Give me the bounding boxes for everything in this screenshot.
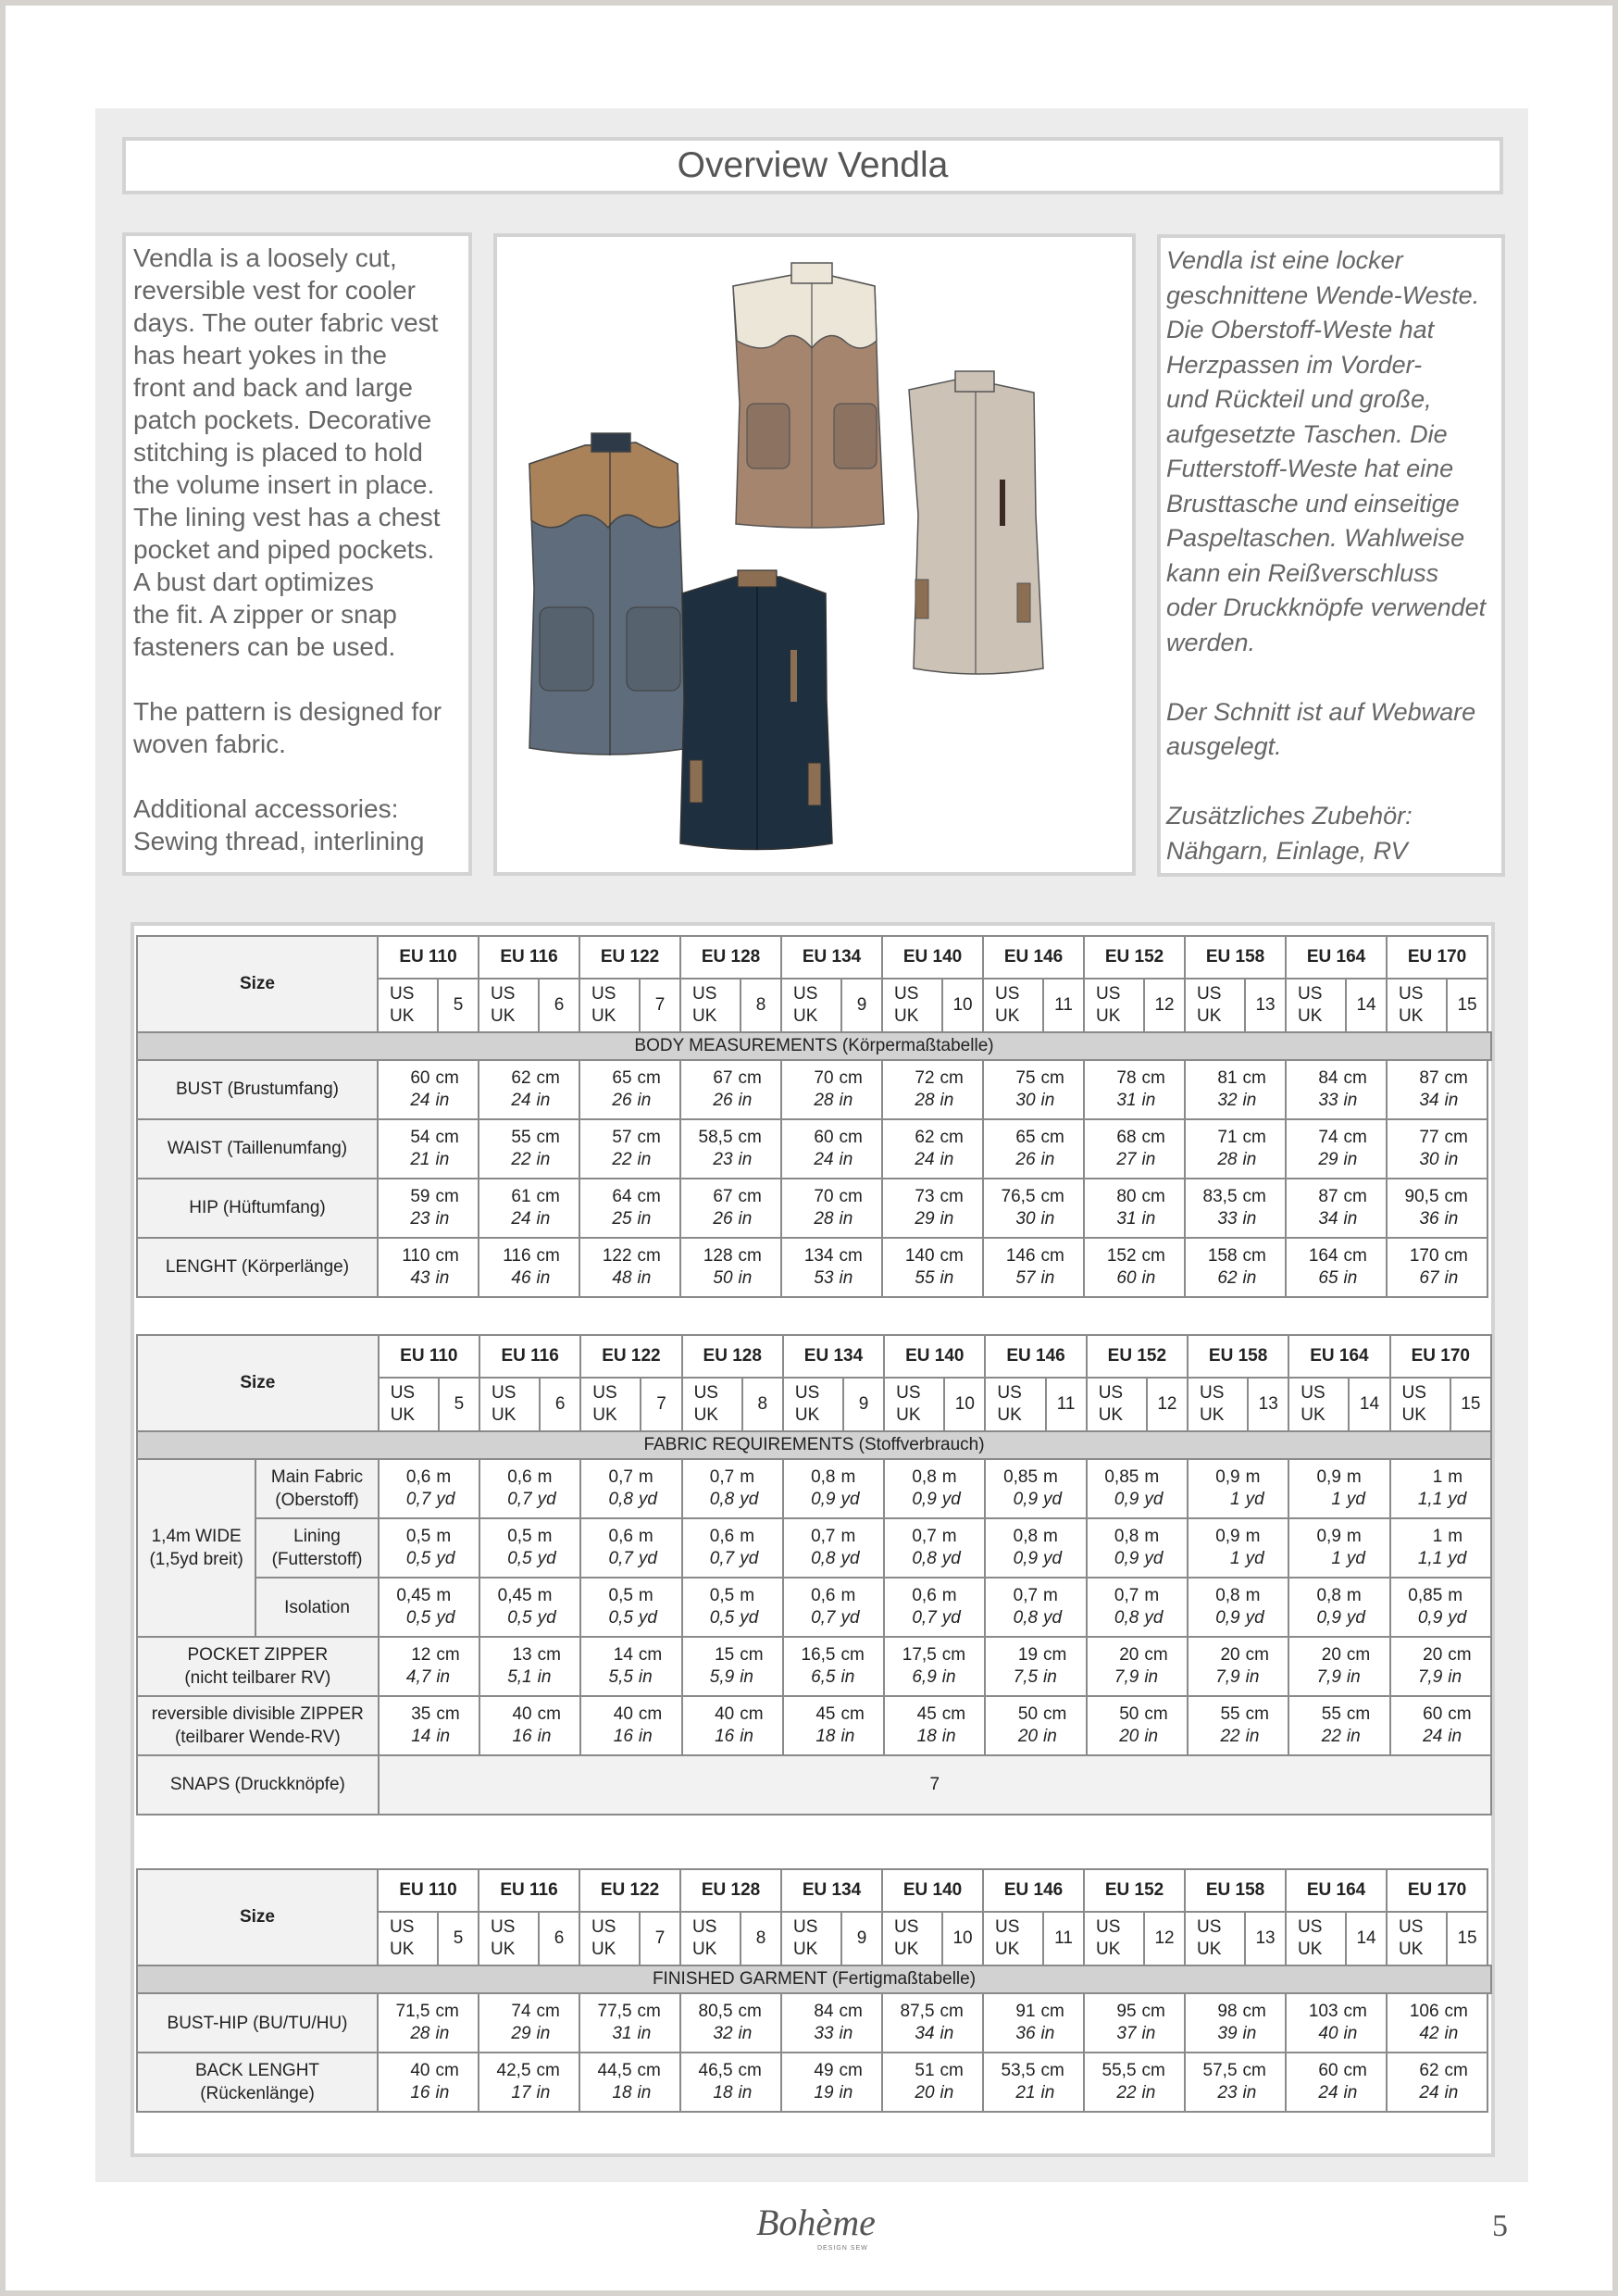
measurement-cell: 0,9 m 1 yd — [1188, 1459, 1288, 1518]
us-uk-label: US UK — [682, 1378, 742, 1431]
us-size: 14 — [1349, 1378, 1389, 1431]
section-header: BODY MEASUREMENTS (Körpermaßtabelle) — [137, 1032, 1491, 1060]
measurement-cell: 140 cm 55 in — [882, 1238, 983, 1297]
eu-size: EU 152 — [1087, 1335, 1188, 1378]
measurement-cell: 55,5 cm 22 in — [1084, 2053, 1185, 2112]
eu-size: EU 122 — [579, 936, 680, 979]
measurement-cell: 0,6 m 0,7 yd — [682, 1518, 783, 1578]
measurement-cell: 62 cm 24 in — [882, 1119, 983, 1179]
row-label: BUST (Brustumfang) — [137, 1060, 378, 1119]
us-uk-label: US UK — [1087, 1378, 1147, 1431]
zipper-label: reversible divisible ZIPPER (teilbarer Wende-RV) — [137, 1696, 379, 1755]
measurement-cell: 61 cm 24 in — [479, 1179, 579, 1238]
us-uk-label: US UK — [680, 979, 741, 1032]
measurement-cell: 134 cm 53 in — [781, 1238, 882, 1297]
measurement-cell: 0,9 m 1 yd — [1188, 1518, 1288, 1578]
measurement-cell: 62 cm 24 in — [479, 1060, 579, 1119]
measurement-cell: 60 cm 24 in — [378, 1060, 479, 1119]
us-uk-label: US UK — [479, 979, 539, 1032]
row-label: BUST-HIP (BU/TU/HU) — [137, 1993, 378, 2053]
eu-size: EU 116 — [479, 1869, 579, 1912]
measurement-cell: 70 cm 28 in — [781, 1060, 882, 1119]
measurement-cell: 50 cm 20 in — [1087, 1696, 1188, 1755]
measurement-cell: 53,5 cm 21 in — [983, 2053, 1084, 2112]
row-label: BACK LENGHT (Rückenlänge) — [137, 2053, 378, 2112]
description-english: Vendla is a loosely cut, reversible vest for cooler days. The outer fabric vest has heart yokes in the front and back and large patch pockets. Decorative stitching is placed to hold the volume insert in place. The lining vest has a chest pocket and piped pockets. A bust dart optimizes the fit. A zipper or snap fasteners can be used. The pattern is designed for woven fabric. Additional accessories: Sewing thread, interlining — [122, 232, 472, 876]
measurement-cell: 45 cm 18 in — [884, 1696, 985, 1755]
us-size: 6 — [539, 1912, 579, 1965]
measurement-cell: 17,5 cm 6,9 in — [884, 1637, 985, 1696]
us-size: 5 — [439, 1378, 479, 1431]
eu-size: EU 170 — [1387, 1869, 1487, 1912]
eu-size: EU 134 — [781, 1869, 882, 1912]
eu-size: EU 116 — [479, 1335, 580, 1378]
us-uk-label: US UK — [882, 1912, 942, 1965]
measurement-cell: 16,5 cm 6,5 in — [783, 1637, 884, 1696]
svg-text:Bohème: Bohème — [756, 2202, 876, 2243]
measurement-cell: 90,5 cm 36 in — [1387, 1179, 1487, 1238]
us-size: 7 — [641, 1378, 681, 1431]
measurement-cell: 12 cm 4,7 in — [379, 1637, 479, 1696]
us-uk-label: US UK — [884, 1378, 944, 1431]
us-uk-label: US UK — [579, 1912, 640, 1965]
eu-size: EU 158 — [1185, 936, 1286, 979]
measurement-cell: 84 cm 33 in — [781, 1993, 882, 2053]
measurement-cell: 19 cm 7,5 in — [985, 1637, 1086, 1696]
us-size: 10 — [942, 1912, 983, 1965]
size-label: Size — [137, 936, 378, 1032]
fabric-label: Main Fabric (Oberstoff) — [255, 1459, 378, 1518]
measurement-cell: 116 cm 46 in — [479, 1238, 579, 1297]
us-uk-label: US UK — [378, 979, 438, 1032]
us-uk-label: US UK — [1188, 1378, 1248, 1431]
us-uk-label: US UK — [1084, 979, 1144, 1032]
us-uk-label: US UK — [1387, 979, 1447, 1032]
measurement-cell: 15 cm 5,9 in — [682, 1637, 783, 1696]
eu-size: EU 164 — [1286, 1869, 1387, 1912]
measurement-cell: 40 cm 16 in — [682, 1696, 783, 1755]
measurement-cell: 0,7 m 0,8 yd — [783, 1518, 884, 1578]
measurement-cell: 95 cm 37 in — [1084, 1993, 1185, 2053]
measurement-cell: 0,8 m 0,9 yd — [783, 1459, 884, 1518]
measurement-cell: 42,5 cm 17 in — [479, 2053, 579, 2112]
measurement-cell: 60 cm 24 in — [781, 1119, 882, 1179]
description-german: Vendla ist eine locker geschnittene Wende-Weste. Die Oberstoff-Weste hat Herzpassen im Vorder- und Rückteil und große, aufgesetzte Taschen. Die Futterstoff-Weste hat eine Brusttasche und einseitige Paspeltaschen. Wahlweise kann ein Reißverschluss oder Druckknöpfe verwendet werden. Der Schnitt ist auf Webware ausgelegt. Zusätzliches Zubehör: Nähgarn, Einlage, RV — [1157, 234, 1505, 877]
eu-size: EU 140 — [884, 1335, 985, 1378]
vest-beige — [909, 371, 1043, 674]
eu-size: EU 122 — [580, 1335, 681, 1378]
measurement-cell: 72 cm 28 in — [882, 1060, 983, 1119]
us-uk-label: US UK — [580, 1378, 641, 1431]
measurement-cell: 103 cm 40 in — [1286, 1993, 1387, 2053]
measurement-cell: 0,7 m 0,8 yd — [884, 1518, 985, 1578]
fabric-width-label: 1,4m WIDE (1,5yd breit) — [137, 1459, 255, 1637]
measurement-cell: 57 cm 22 in — [579, 1119, 680, 1179]
measurement-cell: 98 cm 39 in — [1185, 1993, 1286, 2053]
measurement-cell: 77,5 cm 31 in — [579, 1993, 680, 2053]
eu-size: EU 110 — [378, 1869, 479, 1912]
eu-size: EU 140 — [882, 1869, 983, 1912]
us-uk-label: US UK — [1286, 979, 1346, 1032]
us-size: 14 — [1346, 979, 1387, 1032]
measurement-cell: 51 cm 20 in — [882, 2053, 983, 2112]
us-size: 8 — [741, 1912, 781, 1965]
us-size: 13 — [1245, 979, 1286, 1032]
measurement-cell: 0,8 m 0,9 yd — [1188, 1578, 1288, 1637]
eu-size: EU 146 — [983, 1869, 1084, 1912]
us-size: 10 — [944, 1378, 985, 1431]
us-uk-label: US UK — [882, 979, 942, 1032]
measurement-cell: 70 cm 28 in — [781, 1179, 882, 1238]
measurement-cell: 68 cm 27 in — [1084, 1119, 1185, 1179]
us-size: 11 — [1043, 979, 1084, 1032]
measurement-cell: 81 cm 32 in — [1185, 1060, 1286, 1119]
measurement-cell: 67 cm 26 in — [680, 1060, 781, 1119]
us-size: 5 — [438, 979, 479, 1032]
eu-size: EU 128 — [680, 936, 781, 979]
eu-size: EU 164 — [1288, 1335, 1389, 1378]
measurement-cell: 152 cm 60 in — [1084, 1238, 1185, 1297]
us-uk-label: US UK — [983, 979, 1043, 1032]
measurement-cell: 77 cm 30 in — [1387, 1119, 1487, 1179]
eu-size: EU 116 — [479, 936, 579, 979]
measurement-cell: 0,9 m 1 yd — [1288, 1459, 1389, 1518]
measurement-cell: 46,5 cm 18 in — [680, 2053, 781, 2112]
measurement-cell: 44,5 cm 18 in — [579, 2053, 680, 2112]
eu-size: EU 134 — [781, 936, 882, 979]
measurement-cell: 0,6 m 0,7 yd — [580, 1518, 681, 1578]
us-uk-label: US UK — [680, 1912, 741, 1965]
measurement-cell: 0,7 m 0,8 yd — [985, 1578, 1086, 1637]
row-label: WAIST (Taillenumfang) — [137, 1119, 378, 1179]
eu-size: EU 140 — [882, 936, 983, 979]
us-size: 9 — [843, 1378, 884, 1431]
eu-size: EU 158 — [1188, 1335, 1288, 1378]
measurement-cell: 0,85 m 0,9 yd — [985, 1459, 1086, 1518]
measurement-cell: 0,7 m 0,8 yd — [1087, 1578, 1188, 1637]
measurement-cell: 0,6 m 0,7 yd — [884, 1578, 985, 1637]
us-size: 7 — [640, 979, 680, 1032]
page-number: 5 — [1492, 2209, 1508, 2243]
measurement-cell: 20 cm 7,9 in — [1288, 1637, 1389, 1696]
us-size: 6 — [540, 1378, 580, 1431]
us-uk-label: US UK — [1390, 1378, 1450, 1431]
measurement-cell: 71 cm 28 in — [1185, 1119, 1286, 1179]
fabric-requirements-table — [136, 1334, 1492, 1816]
measurement-cell: 49 cm 19 in — [781, 2053, 882, 2112]
measurement-cell: 40 cm 16 in — [580, 1696, 681, 1755]
measurement-cell: 13 cm 5,1 in — [479, 1637, 580, 1696]
measurement-cell: 83,5 cm 33 in — [1185, 1179, 1286, 1238]
measurement-cell: 164 cm 65 in — [1286, 1238, 1387, 1297]
measurement-cell: 76,5 cm 30 in — [983, 1179, 1084, 1238]
us-uk-label: US UK — [379, 1378, 439, 1431]
measurement-cell: 58,5 cm 23 in — [680, 1119, 781, 1179]
us-size: 11 — [1046, 1378, 1087, 1431]
measurement-cell: 80,5 cm 32 in — [680, 1993, 781, 2053]
measurement-cell: 0,85 m 0,9 yd — [1087, 1459, 1188, 1518]
measurement-cell: 0,5 m 0,5 yd — [379, 1518, 479, 1578]
us-uk-label: US UK — [1387, 1912, 1447, 1965]
measurement-cell: 74 cm 29 in — [479, 1993, 579, 2053]
measurement-cell: 122 cm 48 in — [579, 1238, 680, 1297]
size-label: Size — [137, 1335, 379, 1431]
us-size: 9 — [841, 1912, 882, 1965]
eu-size: EU 128 — [680, 1869, 781, 1912]
us-size: 8 — [742, 1378, 783, 1431]
us-uk-label: US UK — [781, 1912, 841, 1965]
boheme-logo — [745, 2192, 884, 2257]
us-size: 9 — [841, 979, 882, 1032]
measurement-cell: 0,6 m 0,7 yd — [479, 1459, 580, 1518]
eu-size: EU 146 — [985, 1335, 1086, 1378]
measurement-cell: 0,8 m 0,9 yd — [1087, 1518, 1188, 1578]
us-size: 5 — [438, 1912, 479, 1965]
measurement-cell: 0,8 m 0,9 yd — [1288, 1578, 1389, 1637]
measurement-cell: 0,6 m 0,7 yd — [379, 1459, 479, 1518]
measurement-cell: 0,6 m 0,7 yd — [783, 1578, 884, 1637]
svg-text:DESIGN SEW: DESIGN SEW — [817, 2245, 868, 2252]
measurement-cell: 65 cm 26 in — [983, 1119, 1084, 1179]
measurement-cell: 20 cm 7,9 in — [1087, 1637, 1188, 1696]
us-size: 13 — [1248, 1378, 1288, 1431]
measurement-cell: 78 cm 31 in — [1084, 1060, 1185, 1119]
us-size: 11 — [1043, 1912, 1084, 1965]
finished-garment-table — [136, 1868, 1492, 2113]
measurement-cell: 128 cm 50 in — [680, 1238, 781, 1297]
us-size: 6 — [539, 979, 579, 1032]
us-size: 13 — [1245, 1912, 1286, 1965]
section-header: FABRIC REQUIREMENTS (Stoffverbrauch) — [137, 1431, 1491, 1459]
measurement-cell: 20 cm 7,9 in — [1390, 1637, 1491, 1696]
eu-size: EU 158 — [1185, 1869, 1286, 1912]
measurement-cell: 55 cm 22 in — [479, 1119, 579, 1179]
body-measurements-table — [136, 935, 1492, 1298]
measurement-cell: 106 cm 42 in — [1387, 1993, 1487, 2053]
us-uk-label: US UK — [378, 1912, 438, 1965]
us-size: 15 — [1447, 979, 1487, 1032]
vest-grey-tan — [529, 433, 690, 755]
vest-drawings — [497, 237, 1132, 872]
measurement-cell: 40 cm 16 in — [378, 2053, 479, 2112]
eu-size: EU 122 — [579, 1869, 680, 1912]
measurement-cell: 0,45 m 0,5 yd — [479, 1578, 580, 1637]
measurement-cell: 0,8 m 0,9 yd — [985, 1518, 1086, 1578]
us-size: 10 — [942, 979, 983, 1032]
measurement-cell: 20 cm 7,9 in — [1188, 1637, 1288, 1696]
row-label: LENGHT (Körperlänge) — [137, 1238, 378, 1297]
measurement-cell: 35 cm 14 in — [379, 1696, 479, 1755]
us-uk-label: US UK — [783, 1378, 843, 1431]
fabric-label: Isolation — [255, 1578, 378, 1637]
eu-size: EU 164 — [1286, 936, 1387, 979]
us-uk-label: US UK — [781, 979, 841, 1032]
eu-size: EU 152 — [1084, 1869, 1185, 1912]
measurement-cell: 146 cm 57 in — [983, 1238, 1084, 1297]
vest-navy — [680, 570, 832, 850]
measurement-cell: 74 cm 29 in — [1286, 1119, 1387, 1179]
us-uk-label: US UK — [1286, 1912, 1346, 1965]
us-size: 15 — [1450, 1378, 1491, 1431]
us-uk-label: US UK — [1185, 1912, 1245, 1965]
us-uk-label: US UK — [983, 1912, 1043, 1965]
section-header: FINISHED GARMENT (Fertigmaßtabelle) — [137, 1965, 1491, 1993]
measurement-cell: 57,5 cm 23 in — [1185, 2053, 1286, 2112]
measurement-cell: 0,5 m 0,5 yd — [682, 1578, 783, 1637]
measurement-cell: 60 cm 24 in — [1390, 1696, 1491, 1755]
measurement-cell: 75 cm 30 in — [983, 1060, 1084, 1119]
us-uk-label: US UK — [479, 1378, 540, 1431]
measurement-cell: 67 cm 26 in — [680, 1179, 781, 1238]
us-uk-label: US UK — [579, 979, 640, 1032]
us-size: 12 — [1147, 1378, 1188, 1431]
measurement-cell: 62 cm 24 in — [1387, 2053, 1487, 2112]
measurement-cell: 40 cm 16 in — [479, 1696, 580, 1755]
eu-size: EU 110 — [378, 936, 479, 979]
eu-size: EU 134 — [783, 1335, 884, 1378]
us-size: 15 — [1447, 1912, 1487, 1965]
measurement-cell: 14 cm 5,5 in — [580, 1637, 681, 1696]
measurement-cell: 80 cm 31 in — [1084, 1179, 1185, 1238]
measurement-cell: 0,7 m 0,8 yd — [580, 1459, 681, 1518]
row-label: HIP (Hüftumfang) — [137, 1179, 378, 1238]
measurement-cell: 0,9 m 1 yd — [1288, 1518, 1389, 1578]
measurement-cell: 0,85 m 0,9 yd — [1390, 1578, 1491, 1637]
eu-size: EU 152 — [1084, 936, 1185, 979]
eu-size: EU 110 — [379, 1335, 479, 1378]
us-size: 12 — [1144, 979, 1185, 1032]
us-uk-label: US UK — [985, 1378, 1045, 1431]
measurement-cell: 59 cm 23 in — [378, 1179, 479, 1238]
us-size: 14 — [1346, 1912, 1387, 1965]
measurement-cell: 110 cm 43 in — [378, 1238, 479, 1297]
vest-brown-cream — [733, 263, 884, 528]
measurement-cell: 0,5 m 0,5 yd — [580, 1578, 681, 1637]
measurement-cell: 55 cm 22 in — [1288, 1696, 1389, 1755]
eu-size: EU 170 — [1387, 936, 1487, 979]
us-uk-label: US UK — [479, 1912, 539, 1965]
eu-size: EU 170 — [1390, 1335, 1491, 1378]
vest-illustration — [493, 233, 1136, 876]
measurement-cell: 65 cm 26 in — [579, 1060, 680, 1119]
size-label: Size — [137, 1869, 378, 1965]
snaps-label: SNAPS (Druckknöpfe) — [137, 1755, 379, 1815]
measurement-cell: 64 cm 25 in — [579, 1179, 680, 1238]
measurement-cell: 158 cm 62 in — [1185, 1238, 1286, 1297]
measurement-cell: 71,5 cm 28 in — [378, 1993, 479, 2053]
us-size: 7 — [640, 1912, 680, 1965]
measurement-cell: 1 m 1,1 yd — [1390, 1518, 1491, 1578]
us-uk-label: US UK — [1185, 979, 1245, 1032]
us-uk-label: US UK — [1288, 1378, 1349, 1431]
measurement-cell: 87 cm 34 in — [1387, 1060, 1487, 1119]
measurement-cell: 87,5 cm 34 in — [882, 1993, 983, 2053]
measurement-cell: 73 cm 29 in — [882, 1179, 983, 1238]
eu-size: EU 128 — [682, 1335, 783, 1378]
page-title: Overview Vendla — [122, 137, 1503, 194]
measurement-cell: 54 cm 21 in — [378, 1119, 479, 1179]
measurement-cell: 0,5 m 0,5 yd — [479, 1518, 580, 1578]
measurement-cell: 45 cm 18 in — [783, 1696, 884, 1755]
snaps-value: 7 — [379, 1755, 1491, 1815]
zipper-label: POCKET ZIPPER (nicht teilbarer RV) — [137, 1637, 379, 1696]
measurement-cell: 0,8 m 0,9 yd — [884, 1459, 985, 1518]
measurement-cell: 0,7 m 0,8 yd — [682, 1459, 783, 1518]
measurement-cell: 91 cm 36 in — [983, 1993, 1084, 2053]
measurement-cell: 84 cm 33 in — [1286, 1060, 1387, 1119]
fabric-label: Lining (Futterstoff) — [255, 1518, 378, 1578]
measurement-cell: 50 cm 20 in — [985, 1696, 1086, 1755]
measurement-cell: 55 cm 22 in — [1188, 1696, 1288, 1755]
measurement-cell: 170 cm 67 in — [1387, 1238, 1487, 1297]
eu-size: EU 146 — [983, 936, 1084, 979]
measurement-cell: 1 m 1,1 yd — [1390, 1459, 1491, 1518]
us-uk-label: US UK — [1084, 1912, 1144, 1965]
measurement-cell: 0,45 m 0,5 yd — [379, 1578, 479, 1637]
us-size: 8 — [741, 979, 781, 1032]
us-size: 12 — [1144, 1912, 1185, 1965]
measurement-cell: 60 cm 24 in — [1286, 2053, 1387, 2112]
measurement-cell: 87 cm 34 in — [1286, 1179, 1387, 1238]
